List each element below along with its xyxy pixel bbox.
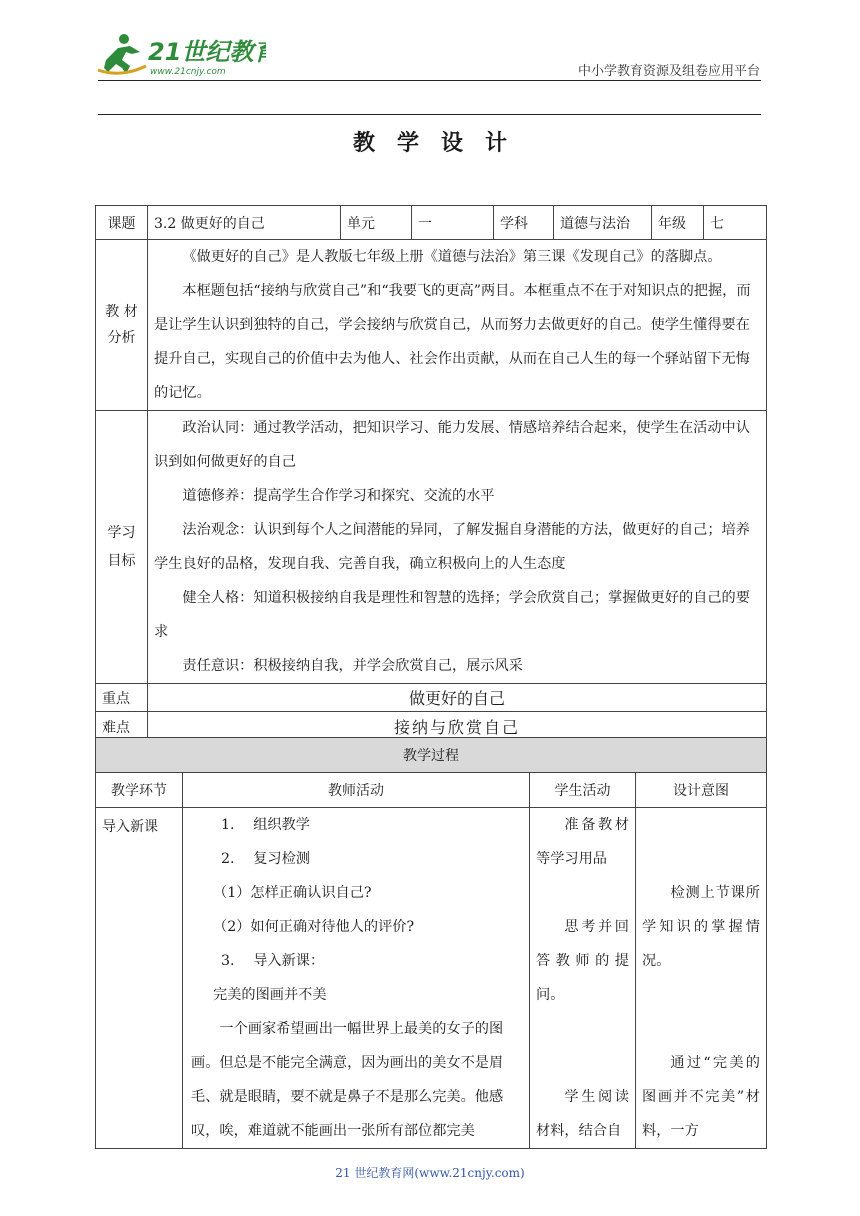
design-intent-1: 检测上节课所学知识的掌握情况。: [642, 885, 760, 969]
student-activity-cell: [530, 808, 636, 1149]
teacher-story: 一个画家希望画出一幅世界上最美的女子的图画。但总是不能完全满意，因为画出的美女不是眉毛、就是眼睛，要不就是鼻子不是那么完美。他感叹，唉，难道就不能画出一张所有部位都完美: [191, 1021, 504, 1139]
teacher-line: （1）怎样正确认识自己?: [213, 885, 372, 901]
platform-name: 中小学教育资源及组卷应用平台: [577, 64, 760, 79]
subject-value: 道德与法治: [554, 206, 652, 240]
info-row: [96, 206, 767, 240]
teacher-activity-cell: [183, 808, 530, 1149]
difficulty-label: 难点: [96, 712, 148, 742]
header-teacher: 教师活动: [183, 773, 530, 808]
logo-url: www.21cnjy.com: [150, 67, 226, 77]
header-stage: 教学环节: [96, 773, 183, 808]
grade-label: 年级: [652, 206, 704, 240]
key-point-row: [96, 684, 767, 712]
student-activity-1: 准备教材等学习用品: [536, 817, 629, 867]
logo-text: 21世纪教育: [148, 38, 266, 66]
page-title: 教学设计: [352, 130, 529, 156]
objectives-content: [148, 411, 767, 684]
teacher-line: 3. 导入新课：: [221, 953, 325, 969]
analysis-content: [148, 240, 767, 411]
process-header-row: [96, 773, 767, 808]
objective-paragraph: 政治认同：通过教学活动，把知识学习、能力发展、情感培养结合起来，使学生在活动中认识到如何做更好的自己: [154, 420, 750, 470]
process-title: 教学过程: [96, 738, 767, 773]
analysis-paragraph: 《做更好的自己》是人教版七年级上册《道德与法治》第三课《发现自己》的落脚点。: [182, 249, 722, 265]
header-rule: [98, 114, 761, 115]
process-row: [96, 808, 767, 1149]
analysis-row: [96, 240, 767, 411]
student-activity-2: 思考并回答教师的提问。: [536, 919, 629, 1003]
unit-value: 一: [412, 206, 494, 240]
runner-logo-icon: [96, 30, 266, 80]
process-title-row: [96, 738, 767, 773]
site-logo[interactable]: [96, 30, 266, 80]
key-point-label: 重点: [96, 684, 148, 712]
design-intent-2: 通过“完美的图画并不完美”材料，一方: [642, 1055, 760, 1139]
key-point-value: 做更好的自己: [148, 684, 767, 712]
teacher-activity-list: [191, 808, 521, 1148]
course-value: 3.2 做更好的自己: [148, 206, 341, 240]
header-intent: 设计意图: [636, 773, 767, 808]
objective-paragraph: 健全人格：知道积极接纳自我是理性和智慧的选择；学会欣赏自己；掌握做更好的自己的要求: [154, 590, 750, 640]
page-header: [0, 0, 860, 120]
teacher-line: 2. 复习检测: [221, 851, 310, 867]
objective-paragraph: 责任意识：积极接纳自我，并学会欣赏自己，展示风采: [182, 658, 523, 674]
unit-label: 单元: [341, 206, 412, 240]
process-table: [95, 737, 767, 1149]
header-rule-thin: [98, 80, 761, 81]
lesson-info-table: [95, 205, 767, 742]
course-label: 课题: [96, 206, 148, 240]
stage-cell: 导入新课: [96, 808, 183, 1149]
teacher-line: 1. 组织教学: [221, 817, 310, 833]
page-footer[interactable]: 21 世纪教育网(www.21cnjy.com): [335, 1166, 525, 1180]
subject-label: 学科: [494, 206, 554, 240]
teacher-line: 完美的图画并不美: [213, 987, 327, 1003]
difficulty-value: 接纳与欣赏自己: [148, 712, 767, 742]
objectives-row: [96, 411, 767, 684]
teacher-line: （2）如何正确对待他人的评价?: [213, 919, 415, 935]
analysis-label: 教 材 分析: [96, 240, 148, 411]
design-intent-cell: [636, 808, 767, 1149]
student-activity-3: 学生阅读材料，结合自: [536, 1089, 629, 1139]
header-student: 学生活动: [530, 773, 636, 808]
analysis-paragraph: 本框题包括“接纳与欣赏自己”和“我要飞的更高”两目。本框重点不在于对知识点的把握，而是让学生认识到独特的自己，学会接纳与欣赏自己，从而努力去做更好的自己。使学生懂得要在提升自己，实现自己的价值中去为他人、社会作出贡献，从而在自己人生的每一个驿站留下无悔的记忆。: [154, 283, 751, 401]
objective-paragraph: 道德修养：提高学生合作学习和探究、交流的水平: [182, 488, 495, 504]
objective-paragraph: 法治观念：认识到每个人之间潜能的异同，了解发掘自身潜能的方法，做更好的自己；培养学生良好的品格，发现自我、完善自我，确立积极向上的人生态度: [154, 522, 750, 572]
grade-value: 七: [704, 206, 767, 240]
objectives-label: 学习 目标: [96, 411, 148, 684]
